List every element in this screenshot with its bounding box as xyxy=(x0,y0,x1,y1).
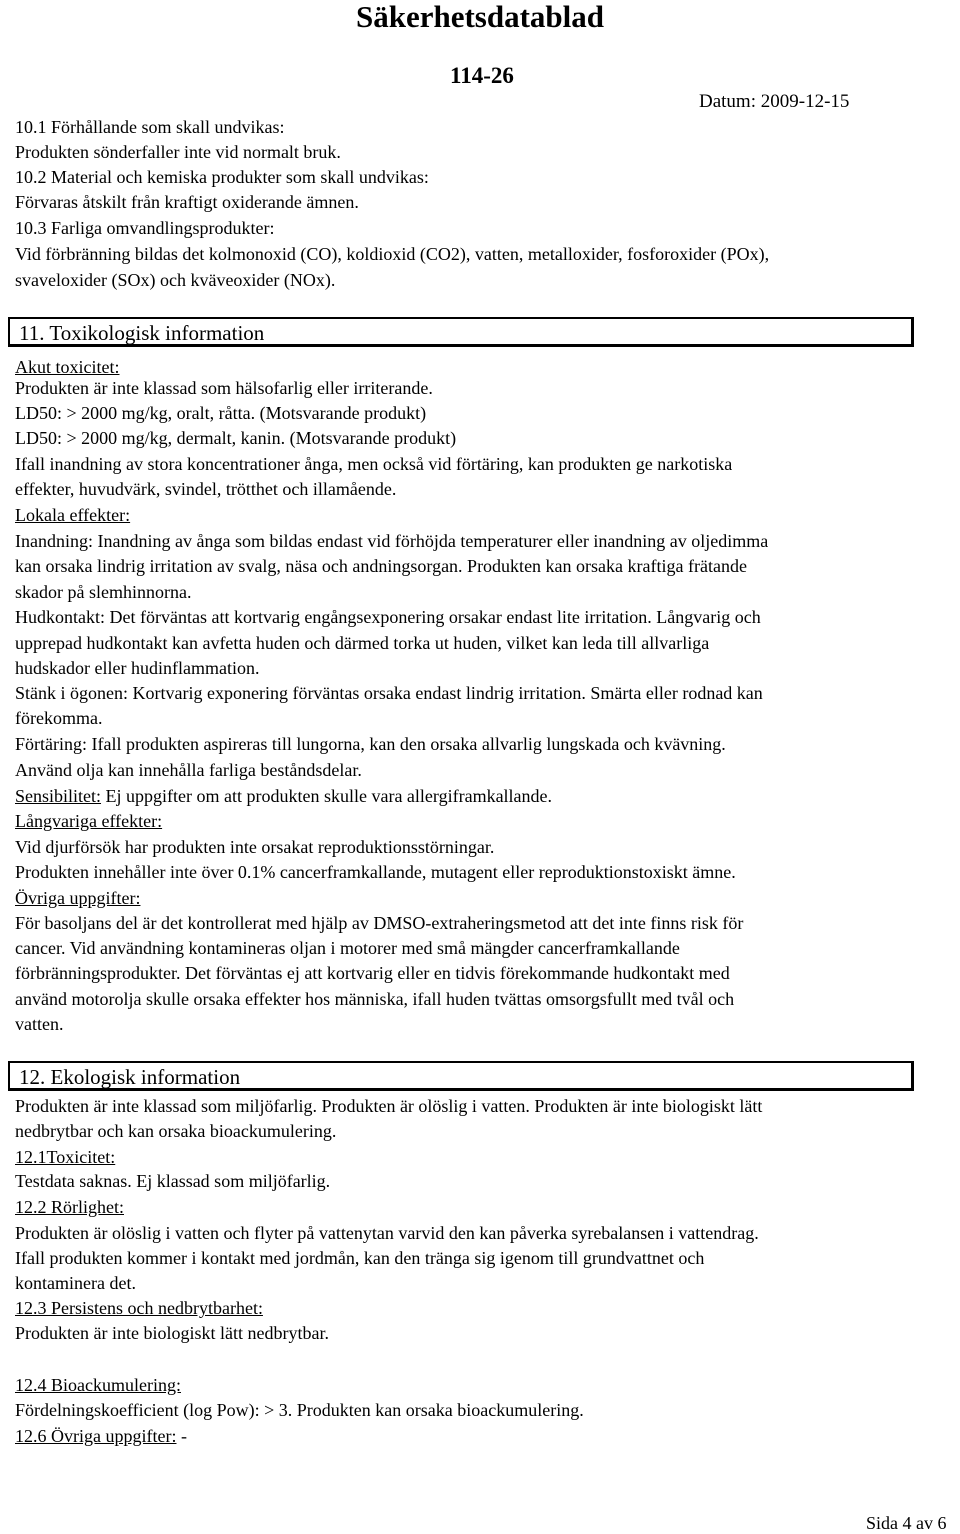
mobility-label: 12.2 Rörlighet: xyxy=(15,1197,124,1217)
text-line: effekter, huvudvärk, svindel, trötthet och illamående. xyxy=(15,479,397,499)
text-10-2: Förvaras åtskilt från kraftigt oxiderande ämnen. xyxy=(15,192,359,212)
text-line: Produkten innehåller inte över 0.1% cancerframkallande, mutagent eller reproduktionstoxiskt ämne. xyxy=(15,862,736,882)
text-line: Ifall inandning av stora koncentrationer ånga, men också vid förtäring, kan produkten ge narkotiska xyxy=(15,454,733,474)
text-line: Stänk i ögonen: Kortvarig exponering förväntas orsaka endast lindrig irritation. Smärta eller rodnad kan xyxy=(15,683,763,703)
text-line: LD50: > 2000 mg/kg, oralt, råtta. (Motsvarande produkt) xyxy=(15,403,427,423)
text-line: Förtäring: Ifall produkten aspireras till lungorna, kan den orsaka allvarlig lungskada och kvävning. xyxy=(15,734,726,754)
persistence-label: 12.3 Persistens och nedbrytbarhet: xyxy=(15,1298,263,1318)
heading-10-3: 10.3 Farliga omvandlingsprodukter: xyxy=(15,218,275,238)
text-line: förekomma. xyxy=(15,708,103,728)
text-line: upprepad hudkontakt kan avfetta huden och därmed torka ut huden, vilket kan leda till allvarliga xyxy=(15,633,710,653)
text-10-3-line1: Vid förbränning bildas det kolmonoxid (CO), koldioxid (CO2), vatten, metalloxider, fosforoxider (POx), xyxy=(15,244,770,264)
section-12-title: 12. Ekologisk information xyxy=(19,1065,241,1089)
section-11-header xyxy=(8,317,914,347)
text-line: använd motorolja skulle orsaka effekter hos människa, ifall huden tvättas omsorgsfullt med tvål och xyxy=(15,989,735,1009)
text-line: vatten. xyxy=(15,1014,64,1034)
text-line: cancer. Vid användning kontamineras oljan i motorer med små mängder cancerframkallande xyxy=(15,938,680,958)
text-line: kontaminera det. xyxy=(15,1273,136,1293)
acute-toxicity-label: Akut toxicitet: xyxy=(15,357,120,377)
text-line: Använd olja kan innehålla farliga beståndsdelar. xyxy=(15,760,362,780)
section-11-title: 11. Toxikologisk information xyxy=(19,321,265,345)
other-info-12-label: 12.6 Övriga uppgifter: xyxy=(15,1426,177,1446)
other-info-label: Övriga uppgifter: xyxy=(15,888,141,908)
text-line: För basoljans del är det kontrollerat med hjälp av DMSO-extraheringsmetod att det inte finns risk för xyxy=(15,913,744,933)
text-line: Produkten är inte biologiskt lätt nedbrytbar. xyxy=(15,1323,329,1343)
text-line: Inandning: Inandning av ånga som bildas endast vid förhöjda temperaturer eller inandning av oljedimma xyxy=(15,531,769,551)
sensitivity-text: Ej uppgifter om att produkten skulle vara allergiframkallande. xyxy=(101,786,553,806)
document-number: 114-26 xyxy=(450,63,514,88)
document-title: Säkerhetsdatablad xyxy=(355,0,605,34)
other-info-12-line xyxy=(15,1424,187,1449)
text-line: Ifall produkten kommer i kontakt med jordmån, kan den tränga sig igenom till grundvattnet och xyxy=(15,1248,705,1268)
text-line: Produkten är inte klassad som miljöfarlig. Produkten är olöslig i vatten. Produkten är inte biologiskt lätt xyxy=(15,1096,763,1116)
heading-10-2: 10.2 Material och kemiska produkter som skall undvikas: xyxy=(15,167,429,187)
local-effects-label: Lokala effekter: xyxy=(15,505,131,525)
long-term-effects-label: Långvariga effekter: xyxy=(15,811,163,831)
toxicity-label: 12.1Toxicitet: xyxy=(15,1147,116,1167)
text-line: Testdata saknas. Ej klassad som miljöfarlig. xyxy=(15,1171,331,1191)
sensitivity-label: Sensibilitet: xyxy=(15,786,102,806)
text-10-3-line2: svaveloxider (SOx) och kväveoxider (NOx). xyxy=(15,270,336,290)
text-line: Produkten är inte klassad som hälsofarlig eller irriterande. xyxy=(15,378,433,398)
text-line: Vid djurförsök har produkten inte orsakat reproduktionsstörningar. xyxy=(15,837,495,857)
sensitivity-line xyxy=(15,784,552,809)
text-line: LD50: > 2000 mg/kg, dermalt, kanin. (Motsvarande produkt) xyxy=(15,428,457,448)
text-line: Produkten är olöslig i vatten och flyter på vattenytan varvid den kan påverka syrebalansen i vattendrag. xyxy=(15,1223,759,1243)
text-line: kan orsaka lindrig irritation av svalg, näsa och andningsorgan. Produkten kan orsaka kraftiga frätande xyxy=(15,556,747,576)
text-line: hudskador eller hudinflammation. xyxy=(15,658,260,678)
section-12-header xyxy=(8,1061,914,1091)
text-line: Hudkontakt: Det förväntas att kortvarig engångsexponering orsakar endast lite irritation. Långvarig och xyxy=(15,607,761,627)
text-10-1: Produkten sönderfaller inte vid normalt bruk. xyxy=(15,142,341,162)
other-info-12-text: - xyxy=(176,1426,187,1446)
heading-10-1: 10.1 Förhållande som skall undvikas: xyxy=(15,117,285,137)
text-line: förbränningsprodukter. Det förväntas ej att kortvarig eller en tidvis förekommande hudkontakt med xyxy=(15,963,730,983)
document-date: Datum: 2009-12-15 xyxy=(699,91,850,112)
text-line: nedbrytbar och kan orsaka bioackumulering. xyxy=(15,1121,337,1141)
bioaccumulation-label: 12.4 Bioackumulering: xyxy=(15,1375,181,1395)
text-line: skador på slemhinnorna. xyxy=(15,582,192,602)
page-number: Sida 4 av 6 xyxy=(866,1513,947,1533)
text-line: Fördelningskoefficient (log Pow): > 3. Produkten kan orsaka bioackumulering. xyxy=(15,1400,584,1420)
